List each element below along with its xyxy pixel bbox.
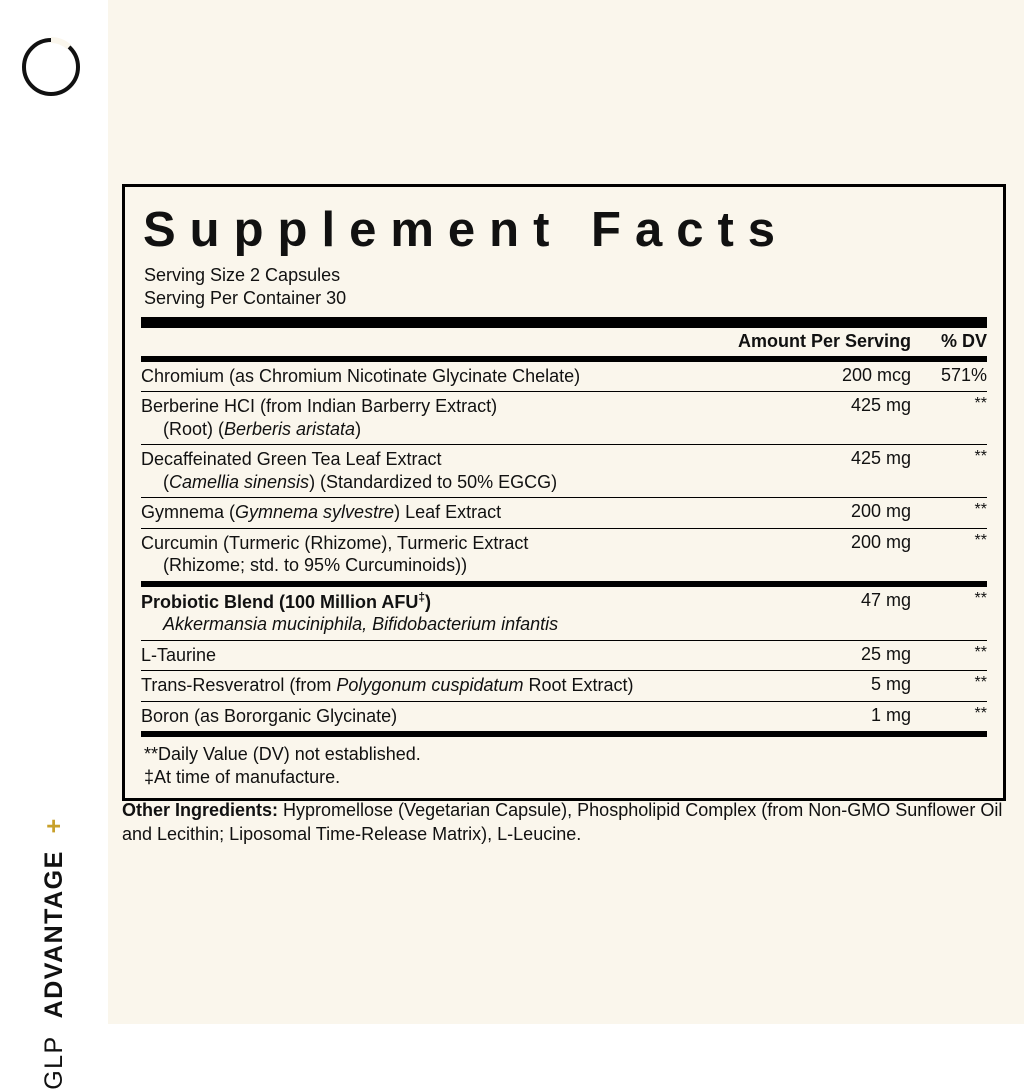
- row-amount: 425 mg: [761, 392, 911, 445]
- row-dv: **: [911, 445, 987, 498]
- row-name-line1: Decaffeinated Green Tea Leaf Extract: [141, 449, 442, 469]
- row-name-line2-pre: (Root) (: [163, 418, 225, 439]
- table-row: [141, 528, 987, 581]
- other-ingredients-text: Hypromellose (Vegetarian Capsule), Phospholipid Complex (from Non-GMO Sunflower Oil and Lecithin; Liposomal Time-Release Matrix), L-Leucine.: [122, 800, 1003, 845]
- footnote-manufacture: ‡At time of manufacture.: [144, 766, 341, 787]
- row-name-pre: Gymnema (: [141, 502, 236, 522]
- serving-size: Serving Size 2 Capsules: [144, 265, 341, 286]
- row-amount: 425 mg: [761, 445, 911, 498]
- row-name-line2-italic: Camellia sinensis: [169, 471, 310, 492]
- supplement-facts-panel: [122, 184, 1006, 801]
- row-dv: **: [974, 531, 987, 549]
- row-name: [141, 392, 761, 445]
- table-row: [141, 640, 987, 671]
- serving-per-container: Serving Per Container 30: [144, 288, 347, 309]
- row-name-line2-tail: ) (Standardized to 50% EGCG): [309, 471, 558, 492]
- row-name-line1: Curcumin (Turmeric (Rhizome), Turmeric Extract: [141, 532, 529, 553]
- row-name-bold-tail: ): [425, 591, 432, 612]
- brand-plus-icon: +: [39, 817, 68, 834]
- table-header-row: [141, 328, 987, 356]
- table-row: [141, 445, 987, 498]
- header-amount-per-serving: Amount Per Serving: [737, 330, 911, 351]
- row-name-dagger: ‡: [418, 589, 426, 604]
- row-amount: 200 mcg: [761, 362, 911, 392]
- row-name-bold: Probiotic Blend (100 Million AFU: [141, 591, 419, 612]
- table-row: [141, 587, 987, 641]
- row-name-italic: Gymnema sylvestre: [235, 502, 395, 522]
- row-name: [141, 498, 761, 529]
- row-name-post: Root Extract): [523, 675, 634, 695]
- other-ingredients: [122, 798, 1012, 847]
- row-name: [141, 671, 761, 702]
- brand-vertical-label: [14, 568, 94, 1090]
- panel-title: Supplement Facts: [143, 203, 790, 257]
- row-amount: 1 mg: [870, 704, 911, 725]
- row-dv: 571%: [911, 362, 987, 392]
- row-amount: 47 mg: [761, 587, 911, 641]
- ring-logo-icon: [20, 36, 82, 98]
- row-dv: **: [911, 671, 987, 702]
- other-ingredients-label: Other Ingredients:: [122, 800, 279, 820]
- row-name-line2: (Rhizome; std. to 95% Curcuminoids)): [163, 555, 468, 575]
- row-name: [141, 445, 761, 498]
- table-row: [141, 701, 987, 731]
- table-row: [141, 362, 987, 392]
- footnote-daily-value: **Daily Value (DV) not established.: [144, 744, 421, 764]
- row-name-line1: Berberine HCI (from Indian Barberry Extract): [141, 396, 498, 416]
- brand-name-main: GLP: [39, 1035, 68, 1090]
- header-spacer: [141, 328, 738, 356]
- row-name: L-Taurine: [141, 640, 761, 671]
- row-name-post: ) Leaf Extract: [394, 502, 502, 522]
- table-row: [141, 392, 987, 445]
- row-dv: **: [911, 587, 987, 641]
- row-name-line1: [141, 589, 432, 612]
- row-name: Chromium (as Chromium Nicotinate Glycinate Chelate): [141, 362, 761, 392]
- header-percent-dv: % DV: [940, 330, 987, 351]
- row-name-pre: Trans-Resveratrol (from: [141, 675, 337, 695]
- footnotes: [141, 737, 987, 788]
- row-amount: 200 mg: [850, 531, 911, 552]
- rule-top-thick: [141, 317, 987, 328]
- facts-table: [141, 328, 987, 356]
- row-name: [141, 528, 761, 581]
- row-name: [141, 587, 761, 641]
- row-name-line2-tail: ): [355, 418, 362, 439]
- row-name-line2-pre: (: [163, 471, 169, 492]
- facts-rows-2: [141, 587, 987, 732]
- row-amount: 25 mg: [761, 640, 911, 671]
- row-name-line2: [141, 418, 761, 441]
- row-name-italic: Polygonum cuspidatum: [336, 675, 524, 695]
- serving-info: [144, 264, 987, 310]
- row-dv: **: [911, 640, 987, 671]
- table-row: [141, 671, 987, 702]
- facts-rows: [141, 362, 987, 581]
- row-name-line2-italic: Berberis aristata: [224, 418, 356, 439]
- row-amount: 200 mg: [761, 498, 911, 529]
- row-dv: **: [974, 704, 987, 722]
- brand-name-sub: ADVANTAGE: [39, 850, 68, 1019]
- row-name-line2: [141, 471, 761, 494]
- row-dv: **: [911, 498, 987, 529]
- row-dv: **: [911, 392, 987, 445]
- row-name-line2: Akkermansia muciniphila, Bifidobacterium infantis: [163, 614, 559, 634]
- row-name: Boron (as Bororganic Glycinate): [141, 705, 398, 726]
- row-amount: 5 mg: [761, 671, 911, 702]
- table-row: [141, 498, 987, 529]
